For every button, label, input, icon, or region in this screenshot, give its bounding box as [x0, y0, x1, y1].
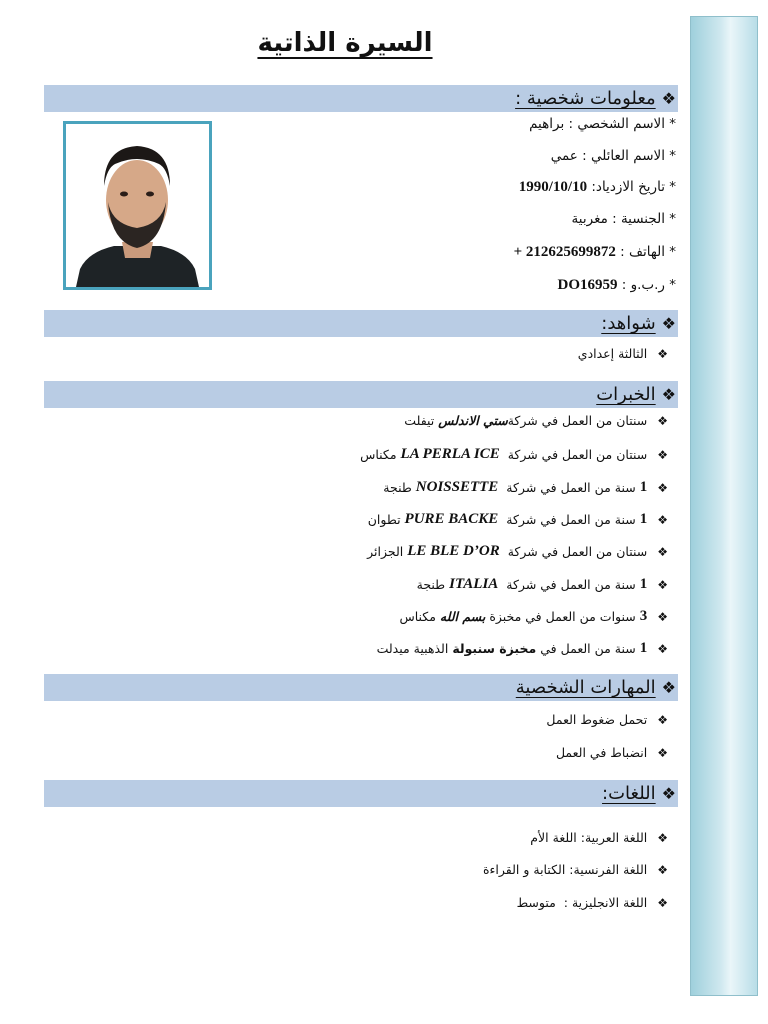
info-birth-date: * تاريخ الازدياد: 1990/10/10 [518, 179, 676, 195]
diamond-bullet-icon: ❖ [657, 862, 668, 877]
section-experience: ❖ الخبرات [44, 381, 678, 408]
skill-item: ❖ تحمل ضغوط العمل [546, 712, 668, 727]
language-item: ❖ اللغة الانجليزية : متوسط [516, 895, 668, 910]
diamond-bullet-icon: ❖ [657, 544, 668, 559]
info-phone: * الهاتف : 212625699872 + [513, 244, 676, 260]
experience-item: ❖ سنتان من العمل في شركة ستي الاندلس تيفلت [404, 413, 668, 428]
section-certificates: ❖ شواهد: [44, 310, 678, 337]
diamond-bullet-icon: ❖ [661, 678, 676, 697]
diamond-bullet-icon: ❖ [657, 712, 668, 727]
section-languages: ❖ اللغات: [44, 780, 678, 807]
experience-item: ❖ 1 سنة من العمل في مخبزة سنبولة الذهبية ميدلت [376, 640, 668, 656]
diamond-bullet-icon: ❖ [657, 895, 668, 910]
diamond-bullet-icon: ❖ [657, 745, 668, 760]
info-first-name: * الاسم الشخصي : براهيم [529, 116, 676, 132]
language-item: ❖ اللغة الفرنسية: الكتابة و القراءة [482, 862, 668, 877]
experience-item: ❖ 3 سنوات من العمل في مخبزة بسم الله مكناس [399, 608, 668, 624]
diamond-bullet-icon: ❖ [661, 314, 676, 333]
experience-item: ❖ سنتان من العمل في شركة LA PERLA ICE مكناس [360, 446, 668, 462]
diamond-bullet-icon: ❖ [657, 346, 668, 361]
section-skills: ❖ المهارات الشخصية [44, 674, 678, 701]
page-title: السيرة الذاتية [257, 28, 433, 58]
person-portrait-icon [66, 124, 209, 287]
profile-photo [63, 121, 212, 290]
diamond-bullet-icon: ❖ [661, 784, 676, 803]
diamond-bullet-icon: ❖ [657, 609, 668, 624]
decorative-sidebar [690, 16, 758, 996]
experience-item: ❖ 1 سنة من العمل في شركة ITALIA طنجة [416, 576, 668, 592]
diamond-bullet-icon: ❖ [657, 480, 668, 495]
info-id-number: * ر.ب.و : DO16959 [557, 277, 676, 293]
diamond-bullet-icon: ❖ [657, 641, 668, 656]
diamond-bullet-icon: ❖ [661, 89, 676, 108]
experience-item: ❖ سنتان من العمل في شركة LE BLE D’OR الجزائر [367, 543, 668, 559]
certificate-item: ❖ الثالثة إعدادي [577, 346, 668, 361]
diamond-bullet-icon: ❖ [661, 385, 676, 404]
skill-item: ❖ انضباط في العمل [555, 745, 668, 760]
section-personal: ❖ معلومات شخصية : [44, 85, 678, 112]
diamond-bullet-icon: ❖ [657, 413, 668, 428]
experience-item: ❖ 1 سنة من العمل في شركة PURE BACKE تطوان [367, 511, 668, 527]
experience-item: ❖ 1 سنة من العمل في شركة NOISSETTE طنجة [383, 479, 668, 495]
diamond-bullet-icon: ❖ [657, 512, 668, 527]
language-item: ❖ اللغة العربية: اللغة الأم [530, 830, 668, 845]
info-nationality: * الجنسية : مغربية [571, 211, 676, 227]
diamond-bullet-icon: ❖ [657, 830, 668, 845]
diamond-bullet-icon: ❖ [657, 577, 668, 592]
info-last-name: * الاسم العائلي : عمي [550, 148, 676, 164]
diamond-bullet-icon: ❖ [657, 447, 668, 462]
